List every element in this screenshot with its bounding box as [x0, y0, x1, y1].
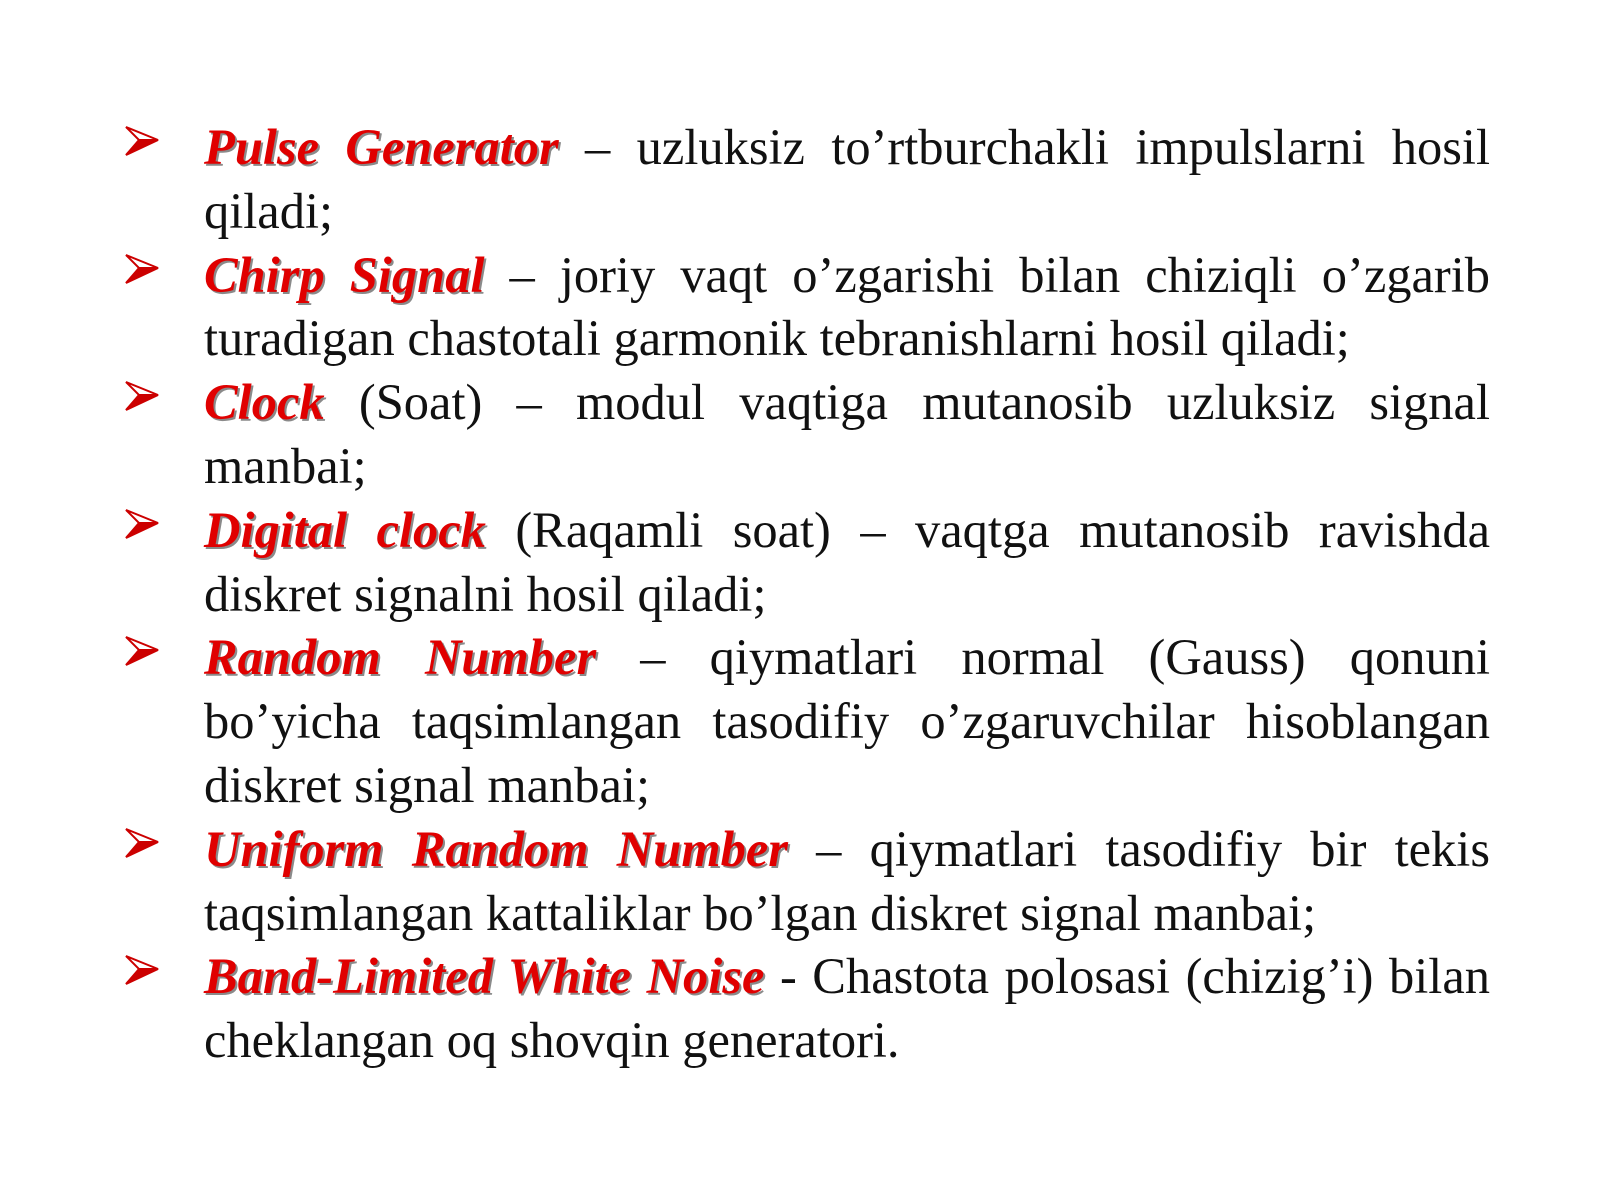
description: – qiymatlari normal (Gauss) qonuni bo’yicha taqsimlangan tasodifiy o’zgaruvchilar hisoblangan diskret signal manbai; — [204, 629, 1490, 813]
list-item — [118, 499, 1490, 627]
bullet-list — [118, 116, 1490, 1073]
term: Band-Limited White Noise — [204, 948, 765, 1005]
arrowhead-bullet-icon — [124, 506, 160, 542]
term: Digital clock — [204, 501, 486, 558]
description: - Chastota polosasi (chizig’i) bilan cheklangan oq shovqin generatori. — [204, 948, 1490, 1069]
description: – qiymatlari tasodifiy bir tekis taqsimlangan kattaliklar bo’lgan diskret signal manbai; — [204, 820, 1490, 941]
description: (Raqamli soat) – vaqtga mutanosib ravishda diskret signalni hosil qiladi; — [204, 501, 1491, 622]
arrowhead-bullet-icon — [124, 633, 160, 669]
arrowhead-bullet-icon — [124, 378, 160, 414]
list-item — [118, 818, 1490, 946]
list-item — [118, 626, 1490, 817]
description: (Soat) – modul vaqtiga mutanosib uzluksiz signal manbai; — [204, 374, 1490, 494]
list-item — [118, 371, 1490, 499]
arrowhead-bullet-icon — [124, 251, 160, 287]
list-item — [118, 116, 1490, 244]
description: – uzluksiz to’rtburchakli impulslarni hosil qiladi; — [204, 119, 1490, 239]
term: Uniform Random Number — [204, 820, 788, 877]
list-item — [118, 945, 1490, 1073]
arrowhead-bullet-icon — [124, 825, 160, 861]
term: Pulse Generator — [204, 119, 559, 175]
term: Chirp Signal — [204, 246, 485, 303]
description: – joriy vaqt o’zgarishi bilan chiziqli o’zgarib turadigan chastotali garmonik tebranishlarni hosil qiladi; — [204, 246, 1490, 367]
term: Random Number — [204, 629, 597, 686]
list-item — [118, 244, 1490, 372]
arrowhead-bullet-icon — [124, 952, 160, 988]
arrowhead-bullet-icon — [124, 123, 160, 159]
term: Clock — [204, 374, 325, 431]
